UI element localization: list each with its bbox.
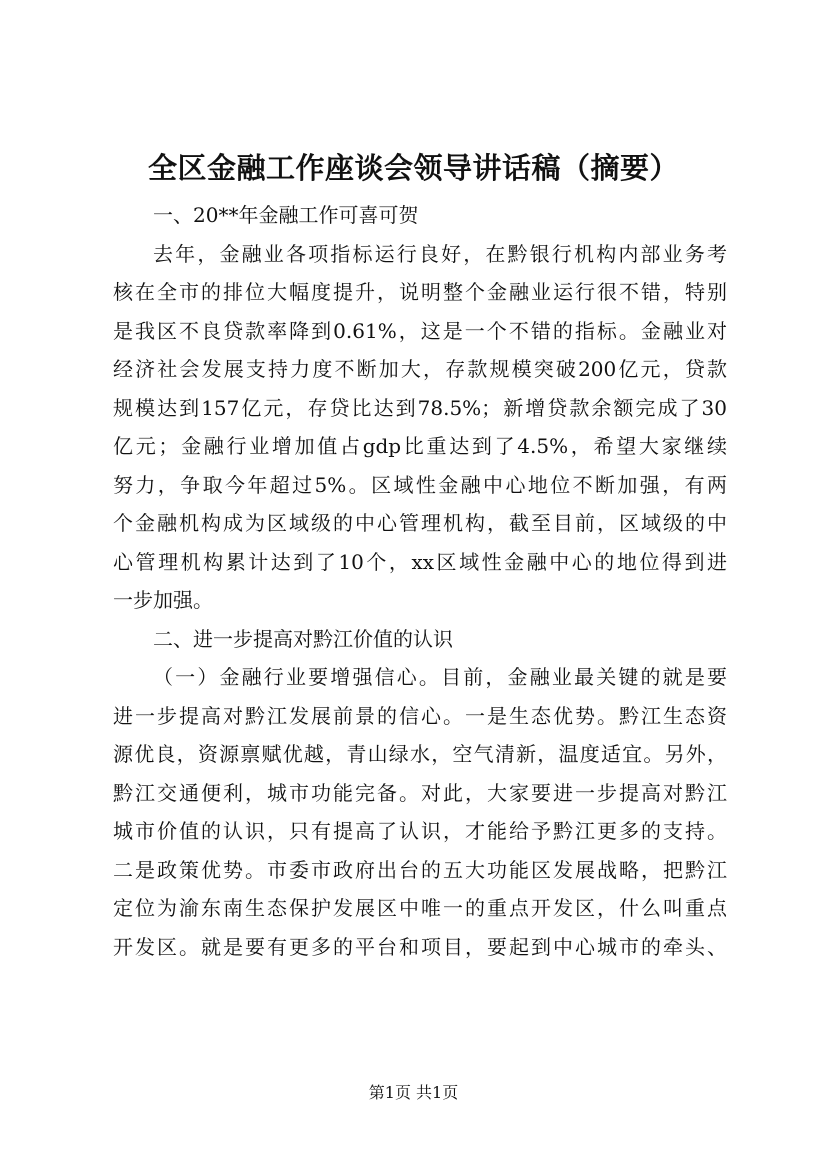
paragraph-line: 二是政策优势。市委市政府出台的五大功能区发展战略，把黔江: [113, 857, 727, 882]
paragraph-line: （一）金融行业要增强信心。目前，金融业最关键的就是要: [153, 665, 727, 689]
paragraph-line: 城市价值的认识，只有提高了认识，才能给予黔江更多的支持。: [113, 819, 727, 843]
paragraph-line: 源优良，资源禀赋优越，青山绿水，空气清新，温度适宜。另外，: [113, 742, 727, 766]
paragraph-line: 心管理机构累计达到了10个，xx区域性金融中心的地位得到进: [113, 549, 727, 574]
section-heading-1: 一、20**年金融工作可喜可贺: [153, 203, 419, 227]
section-heading-2: 二、进一步提高对黔江价值的认识: [153, 626, 453, 651]
paragraph-line: 进一步提高对黔江发展前景的信心。一是生态优势。黔江生态资: [113, 703, 727, 728]
paragraph-line: 去年，金融业各项指标运行良好，在黔银行机构内部业务考: [153, 241, 727, 266]
paragraph-line: 一步加强。: [113, 588, 213, 612]
document-title: 全区金融工作座谈会领导讲话稿（摘要）: [147, 151, 679, 185]
paragraph-line: 定位为渝东南生态保护发展区中唯一的重点开发区，什么叫重点: [113, 896, 727, 920]
paragraph-line: 规模达到157亿元，存贷比达到78.5%；新增贷款余额完成了30: [113, 395, 727, 420]
paragraph-line: 个金融机构成为区域级的中心管理机构，截至目前，区域级的中: [113, 511, 727, 535]
paragraph-line: 努力，争取今年超过5%。区域性金融中心地位不断加强，有两: [113, 472, 727, 497]
paragraph-line: 经济社会发展支持力度不断加大，存款规模突破200亿元，贷款: [113, 357, 727, 381]
paragraph-line: 开发区。就是要有更多的平台和项目，要起到中心城市的牵头、: [113, 934, 727, 959]
document-body: [113, 196, 727, 966]
paragraph-line: 亿元；金融行业增加值占gdp比重达到了4.5%，希望大家继续: [113, 434, 727, 458]
paragraph-line: 黔江交通便利，城市功能完备。对此，大家要进一步提高对黔江: [113, 780, 727, 805]
paragraph-line: 是我区不良贷款率降到0.61%，这是一个不错的指标。金融业对: [113, 318, 727, 343]
page-footer: 第1页 共1页: [368, 1083, 459, 1102]
paragraph-line: 核在全市的排位大幅度提升，说明整个金融业运行很不错，特别: [113, 280, 727, 304]
